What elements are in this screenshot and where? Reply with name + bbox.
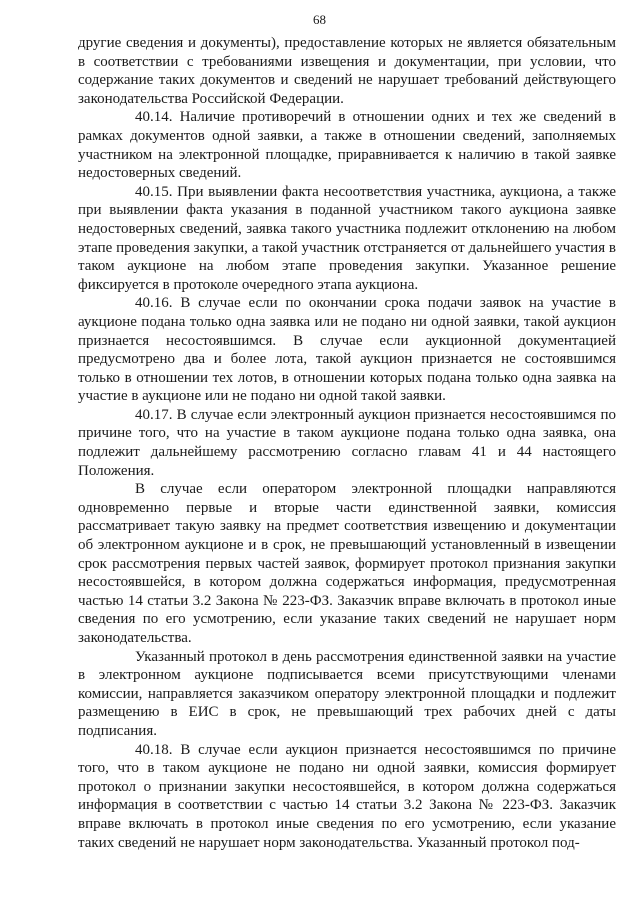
paragraph-40-14: 40.14. Наличие противоречий в отношении одних и тех же сведений в рамках документов одной заявки, а также в отношении сведений, заполняемых участником на электронной площадке, приравнивается к наличию в такой заявке недостоверных сведений. <box>78 109 616 182</box>
paragraph-single-bid-review: В случае если оператором электронной площадки направляются одновременно первые и вторые части единственной заявки, комиссия рассматривает такую заявку на предмет соответствия извещению и документации об электронном аукционе и в срок, не превышающий установленный в извещении срок рассмотрения первых частей заявок, формирует протокол признания закупки несостоявшейся, в котором должна содержаться информация, предусмотренная частью 14 статьи 3.2 Закона № 223-ФЗ. Заказчик вправе включать в протокол иные сведения по его усмотрению, если указание таких сведений не нарушает норм законодательства. <box>78 481 616 646</box>
paragraph-40-17: 40.17. В случае если электронный аукцион признается несостоявшимся по причине того, что на участие в таком аукционе подана только одна заявка, она подлежит дальнейшему рассмотрению согласно главам 41 и 44 настоящего Положения. <box>78 406 616 479</box>
paragraph-protocol-signing: Указанный протокол в день рассмотрения единственной заявки на участие в электронном аукционе подписывается всеми присутствующими членами комиссии, направляется заказчиком оператору электронной площадки и подлежит размещению в ЕИС в срок, не превышающий трех рабочих дней с даты подписания. <box>78 648 616 739</box>
paragraph-40-18: 40.18. В случае если аукцион признается несостоявшимся по причине того, что в таком аукционе не подано ни одной заявки, комиссия формирует протокол о признании закупки несостоявшейся, в котором должна содержаться информация в соответствии с частью 14 статьи 3.2 Закона № 223-ФЗ. Заказчик вправе включать в протокол иные сведения по его усмотрению, если указание таких сведений не нарушает норм законодательства. Указанный протокол под- <box>78 741 616 851</box>
paragraph-40-15: 40.15. При выявлении факта несоответствия участника, аукциона, а также при выявлении факта указания в поданной участником такого аукциона заявке недостоверных сведений, заявка такого участника подлежит отклонению на любом этапе проведения закупки, а такой участник отстраняется от дальнейшего участия в таком аукционе на любом этапе проведения закупки. Указанное решение фиксируется в протоколе очередного этапа аукциона. <box>78 183 616 293</box>
document-body <box>78 34 616 852</box>
paragraph-continuation: другие сведения и документы), предоставление которых не является обязательным в соответствии с требованиями извещения и документации, при условии, что содержание таких документов и сведений не нарушает требований действующего законодательства Российской Федерации. <box>78 35 616 107</box>
page-number: 68 <box>313 12 326 27</box>
paragraph-40-16: 40.16. В случае если по окончании срока подачи заявок на участие в аукционе подана только одна заявка или не подано ни одной заявки, такой аукцион признается несостоявшимся. В случае если аукционной документацией предусмотрено два и более лота, такой аукцион признается не состоявшимся только в отношении тех лотов, в отношении которых подана только одна заявка на участие в аукционе или не подано ни одной такой заявки. <box>78 295 616 405</box>
